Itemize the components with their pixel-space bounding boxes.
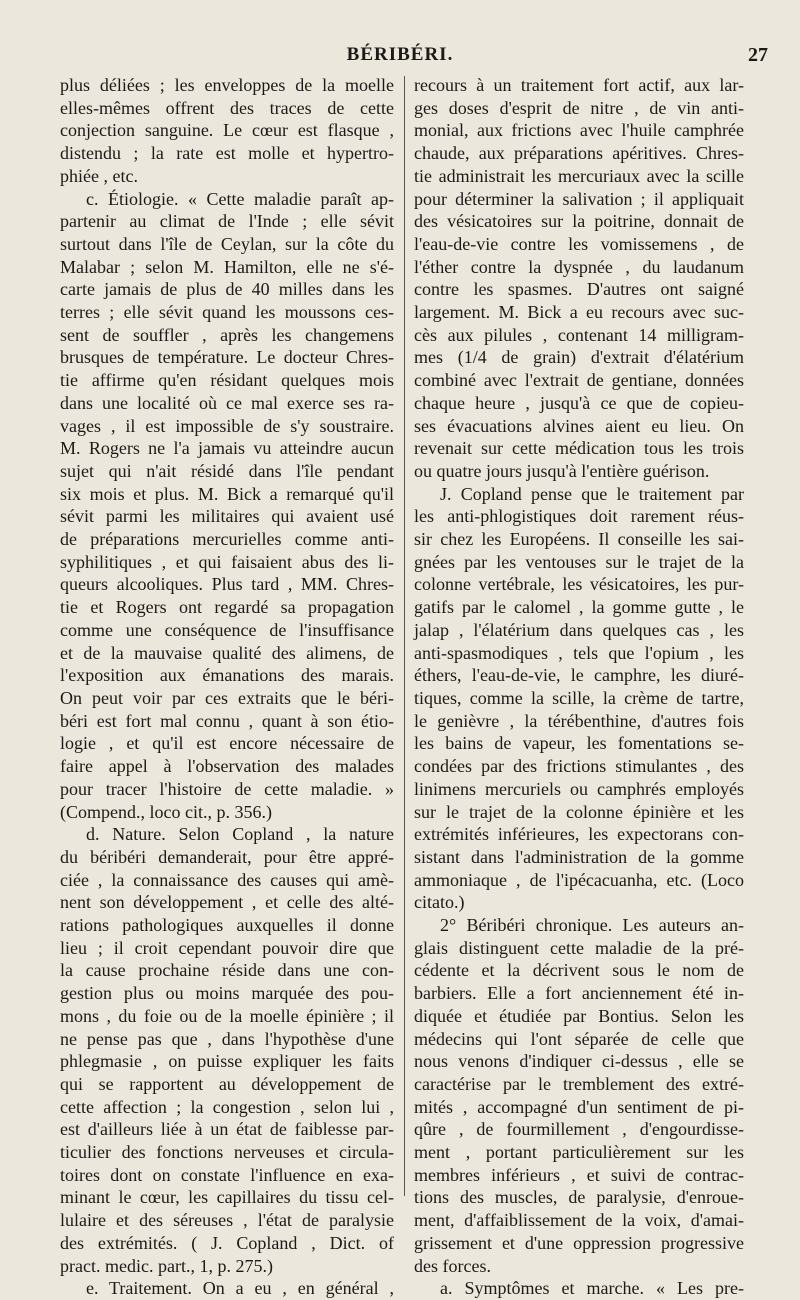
text-line: recours à un traitement fort actif, aux lar-: [414, 75, 744, 95]
text-line: cès aux pilules , contenant 14 milligram-: [414, 324, 744, 345]
text-line: éthers, l'eau-de-vie, le camphre, les diuré-: [414, 665, 744, 686]
text-line: 2° Béribéri chronique. Les auteurs an-: [440, 915, 744, 936]
text-line: glais distinguent cette maladie de la pré-: [414, 937, 744, 958]
text-line: sent de souffler , après les changemens: [60, 324, 394, 345]
text-line: On peut voir par ces extraits que le béri-: [60, 687, 394, 708]
text-line: d. Nature. Selon Copland , la nature: [86, 824, 394, 845]
text-line: conjection sanguine. Le cœur est flasque ,: [60, 120, 394, 141]
text-line: citato.): [414, 892, 465, 913]
text-line: ges doses d'esprit de nitre , de vin anti-: [414, 97, 744, 118]
text-line: extrémités inférieures, les expectorans con-: [414, 824, 744, 845]
text-line: l'eau-de-vie contre les vomissemens , de: [414, 233, 744, 254]
text-line: sir chez les Européens. Il conseille les sai-: [414, 529, 744, 550]
text-line: anti-spasmodiques , tels que l'opium , les: [414, 642, 744, 663]
text-line: cette affection ; la congestion , selon lui ,: [60, 1096, 394, 1117]
text-line: largement. M. Bick a eu recours avec suc-: [414, 302, 744, 323]
text-line: des vésicatoires sur la poitrine, donnait de: [414, 211, 744, 232]
text-line: partenir au climat de l'Inde ; elle sévit: [60, 211, 394, 232]
text-line: est d'ailleurs liée à un état de faiblesse par-: [60, 1119, 394, 1140]
text-line: distendu ; la rate est molle et hypertro-: [60, 143, 394, 164]
text-line: carte jamais de plus de 40 milles dans les: [60, 279, 394, 300]
text-line: c. Étiologie. « Cette maladie paraît ap-: [86, 188, 394, 209]
text-line: sistant dans l'administration de la gomme: [414, 846, 744, 867]
text-line: ticulier des fonctions nerveuses et circula-: [60, 1142, 394, 1163]
text-line: gnées par les ventouses sur le trajet de la: [414, 551, 744, 572]
text-line: surtout dans l'île de Ceylan, sur la côte du: [60, 233, 394, 254]
text-line: ment, d'affaiblissement de la voix, d'amai-: [414, 1210, 744, 1231]
text-line: la cause prochaine réside dans une con-: [60, 960, 394, 981]
text-line: pour déterminer la salivation ; il appliquait: [414, 188, 744, 209]
text-line: gestion plus ou moins marquée des pou-: [60, 983, 394, 1004]
text-line: le genièvre , la térébenthine, d'autres fois: [414, 710, 744, 731]
text-line: pour tracer l'histoire de cette maladie. »: [60, 778, 394, 799]
text-line: chaque heure , jusqu'à ce que de copieu-: [414, 392, 744, 413]
text-line: linimens mercuriels ou camphrés employés: [414, 778, 744, 799]
text-line: barbiers. Elle a fort anciennement été in-: [414, 983, 744, 1004]
text-line: du béribéri demanderait, pour être appré-: [60, 846, 394, 867]
text-line: les bains de vapeur, les fomentations se-: [414, 733, 744, 754]
text-line: ne pense pas que , dans l'hypothèse d'une: [60, 1028, 394, 1049]
text-line: Malabar ; selon M. Hamilton, elle ne s'é-: [60, 256, 394, 277]
text-line: syphilitiques , et qui faisaient abus des li-: [60, 551, 394, 572]
page-header: [0, 44, 800, 72]
text-line: caractérise par le tremblement des extré-: [414, 1073, 744, 1094]
text-line: colonne vertébrale, les vésicatoires, les pur-: [414, 574, 744, 595]
text-line: revenait sur cette médication tous les trois: [414, 438, 744, 459]
text-line: monial, aux frictions avec l'huile camphrée: [414, 120, 744, 141]
text-line: dans une localité où ce mal exerce ses ra-: [60, 392, 394, 413]
text-line: tie administrait les mercuriaux avec la scille: [414, 165, 744, 186]
text-line: gatifs par le calomel , la gomme gutte , le: [414, 597, 744, 618]
text-line: minant le cœur, les capillaires du tissu cel-: [60, 1187, 394, 1208]
text-line: phiée , etc.: [60, 165, 138, 186]
text-line: et de la mauvaise qualité des alimens, de: [60, 642, 394, 663]
text-line: cédente et la décrivent sous le nom de: [414, 960, 744, 981]
text-line: des extrémités. ( J. Copland , Dict. of: [60, 1232, 394, 1253]
text-line: ment , portant particulièrement sur les: [414, 1142, 744, 1163]
text-line: plus déliées ; les enveloppes de la moelle: [60, 75, 394, 95]
text-line: brusques de température. Le docteur Chres-: [60, 347, 394, 368]
text-line: de préparations mercurielles comme anti-: [60, 529, 394, 550]
text-line: (Compend., loco cit., p. 356.): [60, 801, 272, 822]
text-line: l'exposition aux émanations des marais.: [60, 665, 394, 686]
text-line: qui se rapportent au développement de: [60, 1073, 394, 1094]
text-line: six mois et plus. M. Bick a remarqué qu'il: [60, 483, 394, 504]
text-line: diquée et étudiée par Bontius. Selon les: [414, 1005, 744, 1026]
text-line: lieu ; il croit cependant pouvoir dire que: [60, 937, 394, 958]
text-line: lulaire et des séreuses , l'état de paralysie: [60, 1210, 394, 1231]
text-line: combiné avec l'extrait de gentiane, données: [414, 370, 744, 391]
text-line: contre les spasmes. D'autres ont saigné: [414, 279, 744, 300]
text-line: terres ; elle sévit quand les moussons ces-: [60, 302, 394, 323]
text-line: queurs alcooliques. Plus tard , MM. Chres-: [60, 574, 394, 595]
text-line: sévit parmi les militaires qui avaient usé: [60, 506, 394, 527]
text-line: qûre , de fourmillement , d'engourdisse-: [414, 1119, 744, 1140]
text-line: M. Rogers ne l'a jamais vu atteindre aucun: [60, 438, 394, 459]
text-line: logie , et qu'il est encore nécessaire de: [60, 733, 394, 754]
text-line: vages , il est impossible de s'y soustraire.: [60, 415, 394, 436]
text-line: mons , du foie ou de la moelle épinière ; il: [60, 1005, 394, 1026]
text-line: rations pathologiques auxquelles il donne: [60, 915, 394, 936]
text-line: béri est fort mal connu , quant à son étio-: [60, 710, 394, 731]
page-number: 27: [748, 44, 768, 66]
text-line: jalap , l'élatérium dans quelques cas , les: [414, 619, 744, 640]
text-line: elles-mêmes offrent des traces de cette: [60, 97, 394, 118]
text-line: les anti-phlogistiques doit rarement réus-: [414, 506, 744, 527]
text-line: pract. medic. part., 1, p. 275.): [60, 1255, 273, 1276]
text-line: membres inférieurs , et suivi de contrac-: [414, 1164, 744, 1185]
text-line: tiques, comme la scille, la crème de tartre,: [414, 687, 744, 708]
text-line: l'éther contre la dyspnée , du laudanum: [414, 256, 744, 277]
text-line: ses évacuations alvines aient eu lieu. On: [414, 415, 744, 436]
text-line: J. Copland pense que le traitement par: [440, 483, 744, 504]
text-line: mités , accompagné d'un sentiment de pi-: [414, 1096, 744, 1117]
text-line: nent son développement , et celle des alté-: [60, 892, 394, 913]
column-divider: [404, 76, 405, 1196]
text-line: comme une conséquence de l'insuffisance: [60, 619, 394, 640]
text-line: e. Traitement. On a eu , en général ,: [86, 1278, 394, 1299]
text-line: sujet qui n'ait résidé dans l'île pendant: [60, 460, 394, 481]
text-line: tie et Rogers ont regardé sa propagation: [60, 597, 394, 618]
right-column: [414, 74, 744, 1300]
text-line: ammoniaque , de l'ipécacuanha, etc. (Loco: [414, 869, 744, 890]
text-line: faire appel à l'observation des malades: [60, 756, 394, 777]
running-title: BÉRIBÉRI.: [346, 44, 454, 65]
text-line: tions des muscles, de paralysie, d'enroue-: [414, 1187, 744, 1208]
text-line: condées par des frictions stimulantes , des: [414, 756, 744, 777]
text-line: ou quatre jours jusqu'à l'entière guérison.: [414, 460, 710, 481]
text-line: ciée , la connaissance des causes qui amè-: [60, 869, 394, 890]
text-line: nous venons d'indiquer ci-dessus , elle se: [414, 1051, 744, 1072]
text-line: des forces.: [414, 1255, 491, 1276]
text-line: toires dont on constate l'influence en exa-: [60, 1164, 394, 1185]
text-line: grissement et d'une oppression progressive: [414, 1232, 744, 1253]
text-line: tie affirme qu'en résidant quelques mois: [60, 370, 394, 391]
text-line: chaude, aux préparations apéritives. Chres-: [414, 143, 744, 164]
left-column: [60, 74, 394, 1300]
text-line: a. Symptômes et marche. « Les pre-: [440, 1278, 744, 1299]
text-line: phlegmasie , on puisse expliquer les faits: [60, 1051, 394, 1072]
text-line: médecins qui l'ont séparée de celle que: [414, 1028, 744, 1049]
text-line: mes (1/4 de grain) d'extrait d'élatérium: [414, 347, 744, 368]
text-line: sur le trajet de la colonne épinière et les: [414, 801, 744, 822]
